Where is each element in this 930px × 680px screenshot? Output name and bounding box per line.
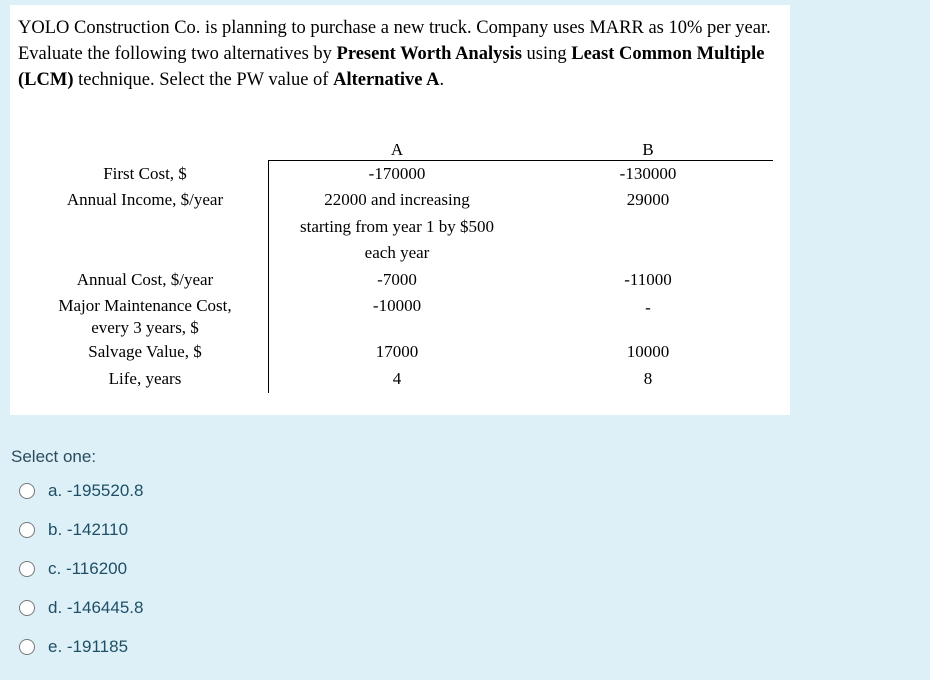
question-part: . xyxy=(439,70,445,90)
row-label: Annual Cost, $/year xyxy=(76,270,214,289)
question-bold: Least Common Multiple (LCM) xyxy=(18,44,765,90)
radio-button[interactable] xyxy=(19,561,35,577)
table-divider-vertical xyxy=(268,160,269,393)
cell-b: 10000 xyxy=(626,342,670,361)
cell-a: -7000 xyxy=(377,270,417,289)
row-label: every 3 years, $ xyxy=(91,318,199,337)
option-label[interactable]: e. -191185 xyxy=(48,637,129,656)
header-b: B xyxy=(642,140,654,159)
cell-a: -170000 xyxy=(368,164,426,183)
question-part: technique. Select the PW value of xyxy=(73,70,334,90)
row-label: Annual Income, $/year xyxy=(66,190,224,209)
cell-a: 4 xyxy=(392,369,402,388)
question-part: YOLO Construction Co. is planning to purchase a new truck. Company uses MARR as 10% per year. Evaluate the following two alternatives by xyxy=(18,18,771,64)
cell-b: - xyxy=(645,298,651,317)
row-label: Life, years xyxy=(108,369,182,388)
row-label: Salvage Value, $ xyxy=(88,342,202,361)
radio-button[interactable] xyxy=(19,639,35,655)
row-label: Major Maintenance Cost, xyxy=(58,296,232,315)
option-label[interactable]: b. -142110 xyxy=(48,520,129,539)
cell-b: -11000 xyxy=(624,270,672,289)
question-part: using xyxy=(521,44,572,64)
option-c[interactable] xyxy=(19,559,127,579)
option-label[interactable]: c. -116200 xyxy=(48,559,128,578)
option-e[interactable] xyxy=(19,637,128,657)
option-b[interactable] xyxy=(19,520,128,540)
option-label[interactable]: a. -195520.8 xyxy=(48,481,144,500)
cell-a: 22000 and increasing xyxy=(324,190,470,209)
option-d[interactable] xyxy=(19,598,143,618)
option-a[interactable] xyxy=(19,481,143,501)
question-text xyxy=(18,15,788,93)
question-bold: Alternative A xyxy=(333,70,440,90)
row-label: First Cost, $ xyxy=(103,164,187,183)
table-divider-horizontal xyxy=(268,160,773,161)
cell-a: each year xyxy=(364,243,430,262)
select-one-prompt: Select one: xyxy=(11,447,97,466)
cell-b: 8 xyxy=(643,369,653,388)
cell-a: -10000 xyxy=(372,296,422,315)
question-image xyxy=(10,5,790,415)
header-a: A xyxy=(390,140,404,159)
cell-b: 29000 xyxy=(626,190,670,209)
option-label[interactable]: d. -146445.8 xyxy=(48,598,144,617)
cell-b: -130000 xyxy=(619,164,677,183)
radio-button[interactable] xyxy=(19,522,35,538)
question-bold: Present Worth Analysis xyxy=(336,44,522,64)
cell-a: starting from year 1 by $500 xyxy=(299,217,495,236)
radio-button[interactable] xyxy=(19,483,35,499)
cell-a: 17000 xyxy=(375,342,419,361)
radio-button[interactable] xyxy=(19,600,35,616)
